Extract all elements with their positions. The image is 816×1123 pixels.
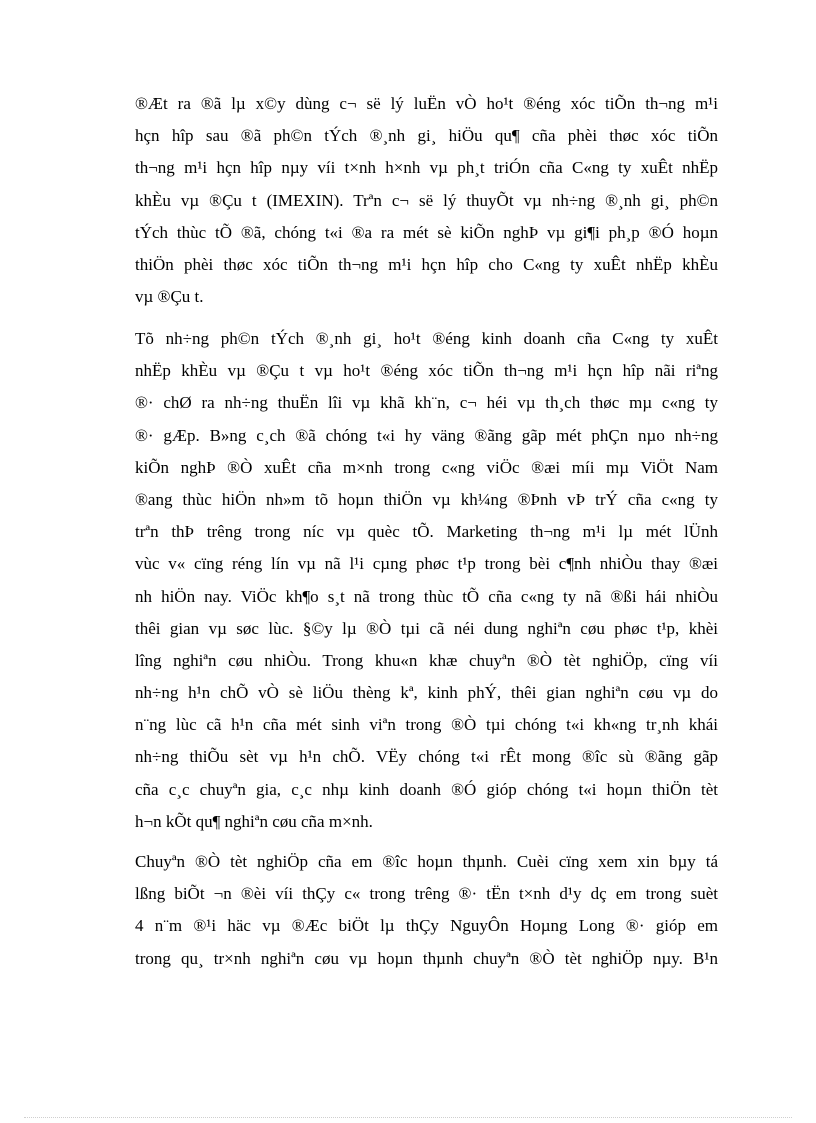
paragraph-3	[135, 846, 718, 975]
text-line: tÝch thùc tÕ ®ã, chóng t«i ®a ra mét sè kiÕn nghÞ vµ gi¶i ph¸p ®Ó hoµn	[135, 222, 718, 242]
text-line: cña c¸c chuyªn gia, c¸c nhµ kinh doanh ®Ó gióp chóng t«i hoµn thiÖn tèt	[135, 779, 718, 799]
text-line: hçn hîp sau ®ã ph©n tÝch ®¸nh gi¸ hiÖu qu¶ cña phèi thøc xóc tiÕn	[135, 126, 718, 146]
text-line: n¨ng lùc cã h¹n cña mét sinh viªn trong ®Ò tµi chóng t«i kh«ng tr¸nh khái	[135, 715, 718, 735]
text-line: nh hiÖn nay. ViÖc kh¶o s¸t nã trong thùc tÕ cña c«ng ty nã ®ßi hái nhiÒu	[135, 586, 718, 606]
text-line: thêi gian vµ søc lùc. §©y lµ ®Ò tµi cã néi dung nghiªn cøu phøc t¹p, khèi	[135, 618, 718, 638]
text-line: h¬n kÕt qu¶ nghiªn cøu cña m×nh.	[135, 811, 373, 831]
text-line: nh÷ng thiÕu sèt vµ h¹n chÕ. VËy chóng t«i rÊt mong ®îc sù ®ãng gãp	[135, 747, 718, 767]
paragraph-2	[135, 323, 718, 838]
text-line: nh÷ng h¹n chÕ vÒ sè liÖu thèng kª, kinh phÝ, thêi gian nghiªn cøu vµ do	[135, 683, 718, 703]
text-line: vùc v« cïng réng lín vµ nã l¹i cµng phøc t¹p trong bèi c¶nh nhiÒu thay ®æi	[135, 554, 718, 574]
text-line: kiÕn nghÞ ®Ò xuÊt cña m×nh trong c«ng viÖc ®æi míi mµ ViÖt Nam	[135, 457, 718, 477]
text-line: lßng biÕt ¬n ®èi víi thÇy c« trong trêng ®· tËn t×nh d¹y dç em trong suèt	[135, 884, 718, 904]
text-line: th¬ng m¹i hçn hîp nµy víi t×nh h×nh vµ ph¸t triÓn cña C«ng ty xuÊt nhËp	[135, 158, 718, 178]
text-line: nhËp khÈu vµ ®Çu t vµ ho¹t ®éng xóc tiÕn th¬ng m¹i hçn hîp nãi riªng	[135, 361, 718, 381]
page-bottom-rule	[24, 1117, 792, 1118]
text-line: thiÖn phèi thøc xóc tiÕn th¬ng m¹i hçn hîp cho C«ng ty xuÊt nhËp khÈu	[135, 254, 718, 274]
text-line: trªn thÞ trêng trong níc vµ quèc tÕ. Marketing th¬ng m¹i lµ mét lÜnh	[135, 522, 718, 542]
text-line: lîng nghiªn cøu nhiÒu. Trong khu«n khæ chuyªn ®Ò tèt nghiÖp, cïng víi	[135, 650, 718, 670]
text-line: khÈu vµ ®Çu t (IMEXIN). Trªn c¬ së lý thuyÕt vµ nh÷ng ®¸nh gi¸ ph©n	[135, 190, 718, 210]
paragraph-1	[135, 88, 718, 313]
text-line: ®Æt ra ®ã lµ x©y dùng c¬ së lý luËn vÒ ho¹t ®éng xóc tiÕn th¬ng m¹i	[135, 94, 718, 113]
text-line: ®· chØ ra nh÷ng thuËn lîi vµ khã kh¨n, c¬ héi vµ th¸ch thøc mµ c«ng ty	[135, 393, 718, 413]
text-line: Tõ nh÷ng ph©n tÝch ®¸nh gi¸ ho¹t ®éng kinh doanh cña C«ng ty xuÊt	[135, 329, 718, 348]
text-line: 4 n¨m ®¹i häc vµ ®Æc biÖt lµ thÇy NguyÔn Hoµng Long ®· gióp em	[135, 916, 718, 936]
text-line: trong qu¸ tr×nh nghiªn cøu vµ hoµn thµnh chuyªn ®Ò tèt nghiÖp nµy. B¹n	[135, 948, 718, 968]
text-line: Chuyªn ®Ò tèt nghiÖp cña em ®îc hoµn thµnh. Cuèi cïng xem xin bµy tá	[135, 852, 718, 871]
text-line: ®· gÆp. B»ng c¸ch ®ã chóng t«i hy väng ®ãng gãp mét phÇn nµo nh÷ng	[135, 425, 718, 445]
text-line: ®ang thùc hiÖn nh»m tõ hoµn thiÖn vµ kh¼ng ®Þnh vÞ trÝ cña c«ng ty	[135, 489, 718, 509]
text-line: vµ ®Çu t.	[135, 287, 204, 307]
